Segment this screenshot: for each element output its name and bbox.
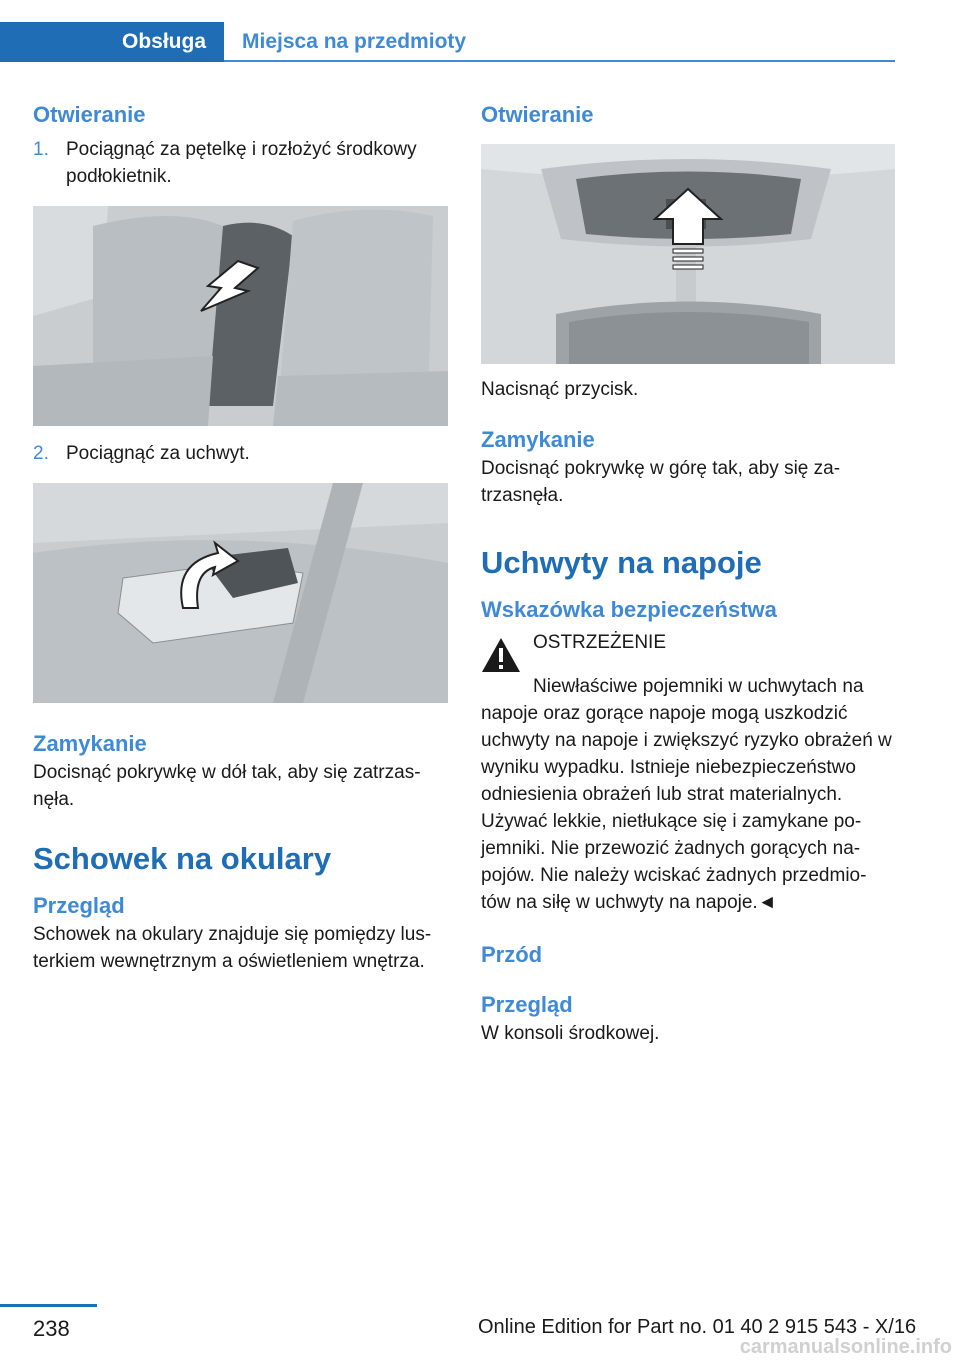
close-text: Docisnąć pokrywkę w górę tak, aby się za-trzasnęła. [481, 458, 841, 506]
step-text: Pociągnąć za pętelkę i rozłożyć środkowy podłokietnik. [66, 139, 417, 187]
warning-text-2: Używać lekkie, nietłukące się i zamykane po-jemniki. Nie przewozić żadnych gorących na-pojów. Nie należy wciskać żadnych przedmio-tów na siłę w uchwyty na napoje.◄ [481, 811, 867, 913]
warning-text-1: Niewłaściwe pojemniki w uchwytach na napoje oraz gorące napoje mogą uszkodzić uchwyty na napoje i zwiększyć ryzyko obrażeń w wyniku wypadku. Istnieje niebezpieczeństwo odniesienia obrażeń lub strat materialnych. [481, 676, 892, 805]
left-column [33, 100, 448, 975]
rear-seat-illustration [33, 206, 448, 426]
glasses-compartment-image [481, 144, 895, 364]
heading-otwieranie: Otwieranie [33, 102, 146, 127]
tab-miejsca-na-przedmioty[interactable]: Miejsca na przedmioty [242, 30, 467, 53]
step-1 [33, 136, 448, 190]
heading-przeglad: Przegląd [481, 992, 573, 1017]
step-2 [33, 440, 448, 467]
warning-triangle-icon [481, 637, 521, 673]
warning-label-wrap [533, 629, 895, 656]
heading-przod: Przód [481, 942, 543, 967]
heading-zamykanie: Zamykanie [481, 427, 595, 452]
step-number: 1. [33, 139, 49, 160]
front-overview-text: W konsoli środkowej. [481, 1023, 660, 1044]
header-tabbar [0, 22, 895, 62]
heading-otwieranie: Otwieranie [481, 102, 594, 127]
page-number: 238 [33, 1316, 70, 1341]
glasses-compartment-illustration [481, 144, 895, 364]
armrest-handle-illustration [33, 483, 448, 703]
section-title-uchwyty: Uchwyty na napoje [481, 545, 762, 580]
armrest-handle-image [33, 483, 448, 703]
open-text: Nacisnąć przycisk. [481, 379, 639, 400]
warning-block [481, 629, 895, 673]
heading-zamykanie: Zamykanie [33, 731, 147, 756]
step-text: Pociągnąć za uchwyt. [66, 443, 250, 464]
overview-text: Schowek na okulary znajduje się pomiędzy lus-terkiem wewnętrznym a oświetleniem wnętrza. [33, 924, 432, 972]
warning-label: OSTRZEŻENIE [533, 632, 667, 653]
step-number: 2. [33, 443, 49, 464]
rear-seat-armrest-image [33, 206, 448, 426]
heading-przeglad: Przegląd [33, 893, 125, 918]
edition-text: Online Edition for Part no. 01 40 2 915 543 - X/16 [478, 1316, 917, 1338]
close-text: Docisnąć pokrywkę w dół tak, aby się zatrzas-nęła. [33, 762, 421, 810]
watermark: carmanualsonline.info [739, 1336, 952, 1358]
tab-obsluga[interactable]: Obsługa [0, 22, 224, 62]
tab-underline [224, 60, 895, 62]
section-title-schowek: Schowek na okulary [33, 841, 332, 876]
footer-rule [0, 1304, 97, 1307]
right-column [481, 100, 895, 1047]
heading-wskazowka: Wskazówka bezpieczeństwa [481, 597, 777, 622]
